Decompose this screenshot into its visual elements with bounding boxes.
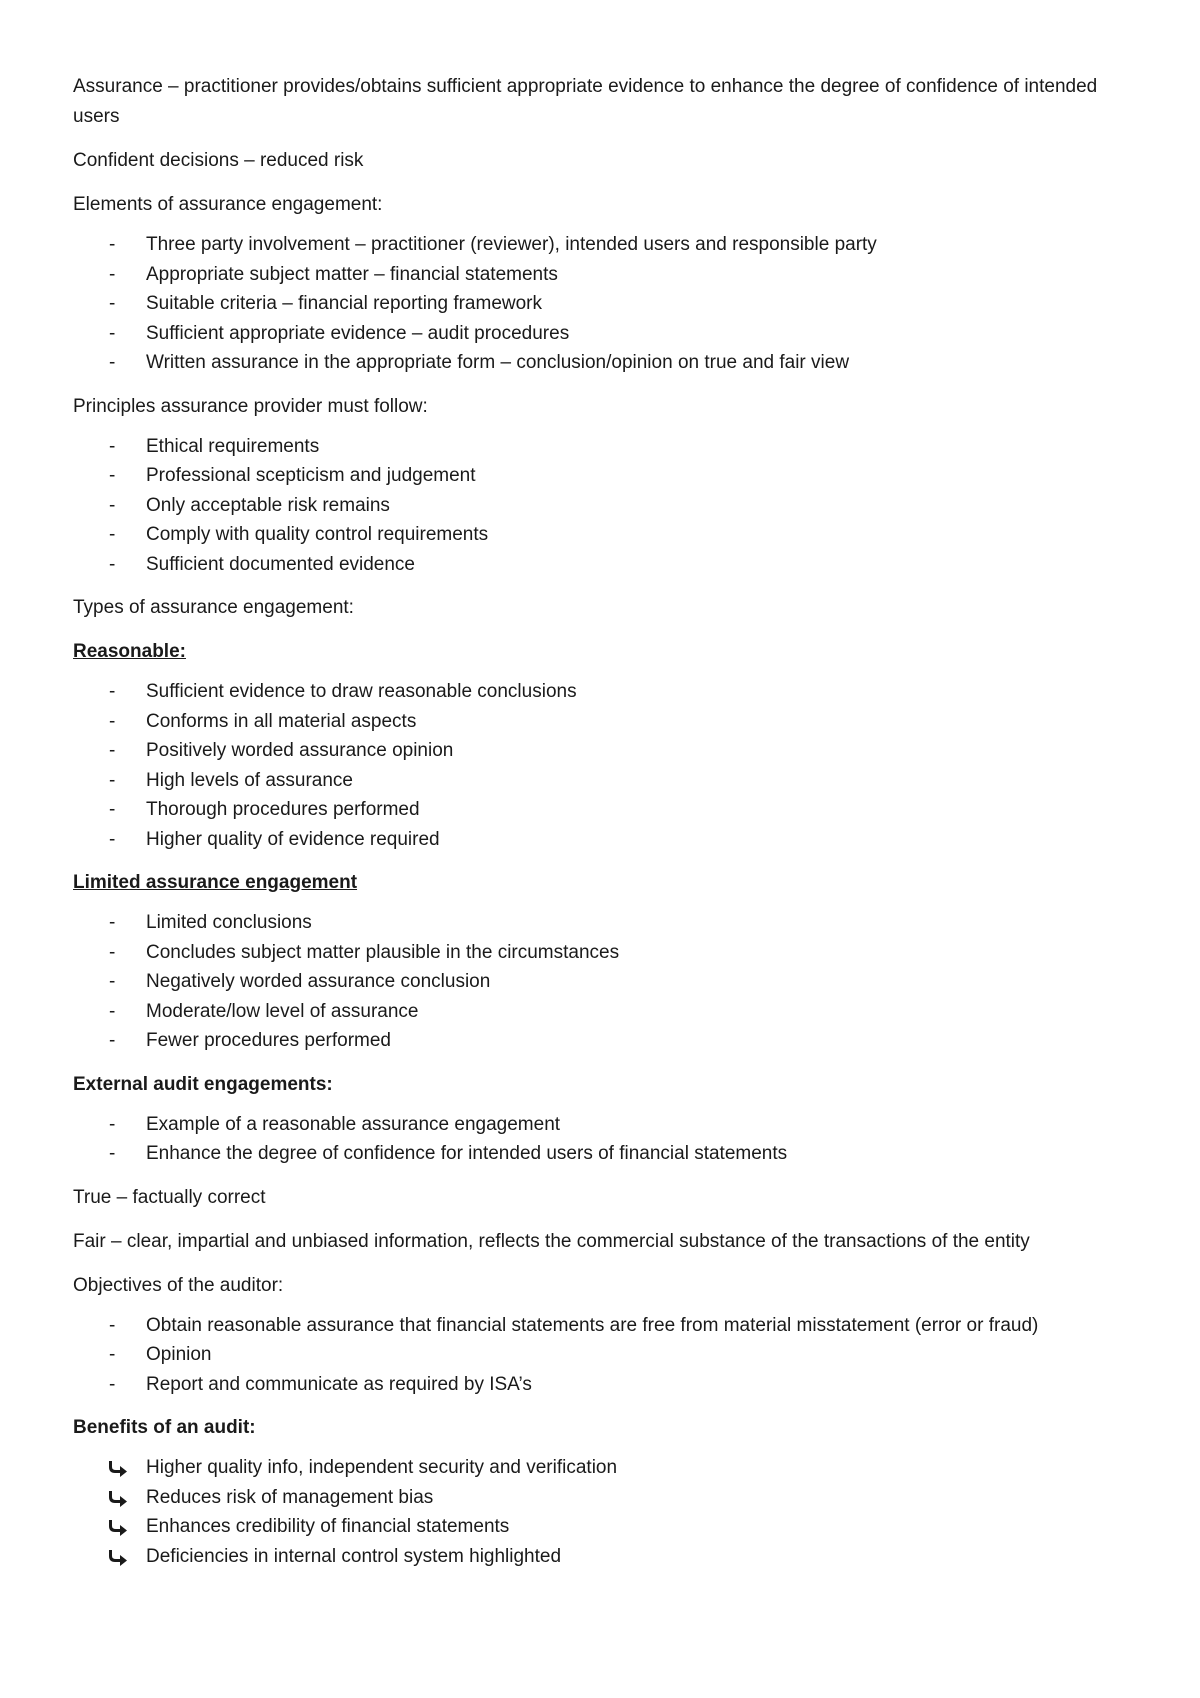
list-item bbox=[73, 1512, 1133, 1542]
principles-list bbox=[73, 432, 1133, 580]
dash-bullet: - bbox=[109, 912, 116, 933]
dash-bullet: - bbox=[109, 524, 116, 545]
principles-heading: Principles assurance provider must follow: bbox=[73, 395, 428, 417]
list-item-text: Conforms in all material aspects bbox=[146, 710, 417, 732]
list-item bbox=[73, 967, 1133, 997]
dash-bullet: - bbox=[109, 1344, 116, 1365]
list-item bbox=[73, 1139, 1133, 1169]
list-item-text: Reduces risk of management bias bbox=[146, 1486, 434, 1508]
list-item-text: Enhance the degree of confidence for intended users of financial statements bbox=[146, 1143, 788, 1164]
list-item-text: Professional scepticism and judgement bbox=[146, 465, 476, 486]
list-item-text: Limited conclusions bbox=[146, 912, 312, 933]
benefits-list bbox=[73, 1453, 1133, 1571]
objectives-heading: Objectives of the auditor: bbox=[73, 1274, 284, 1296]
confident-decisions: Confident decisions – reduced risk bbox=[73, 150, 364, 171]
dash-bullet: - bbox=[109, 769, 116, 791]
list-item bbox=[73, 677, 1133, 707]
list-item-text: Thorough procedures performed bbox=[146, 799, 420, 820]
list-item-text: Suitable criteria – financial reporting framework bbox=[146, 293, 543, 314]
list-item bbox=[73, 432, 1133, 462]
list-item bbox=[73, 908, 1133, 938]
dash-bullet: - bbox=[109, 1314, 116, 1336]
list-item bbox=[73, 491, 1133, 521]
list-item-text: Written assurance in the appropriate form – conclusion/opinion on true and fair view bbox=[146, 352, 850, 373]
list-item-text: Sufficient documented evidence bbox=[146, 553, 415, 575]
list-item bbox=[73, 520, 1133, 550]
list-item bbox=[73, 1370, 1133, 1400]
list-item-text: Comply with quality control requirements bbox=[146, 524, 489, 545]
list-item-text: Report and communicate as required by ISA’s bbox=[146, 1373, 532, 1395]
list-item-text: Opinion bbox=[146, 1344, 212, 1365]
objectives-list bbox=[73, 1311, 1133, 1400]
list-item-text: Obtain reasonable assurance that financial statements are free from material misstatement (error or fraud) bbox=[146, 1314, 1039, 1336]
list-item bbox=[73, 461, 1133, 491]
dash-bullet: - bbox=[109, 494, 116, 516]
list-item bbox=[73, 1483, 1133, 1513]
curved-arrow-icon bbox=[109, 1459, 129, 1477]
limited-heading: Limited assurance engagement bbox=[73, 872, 358, 893]
dash-bullet: - bbox=[109, 293, 116, 314]
list-item-text: Sufficient evidence to draw reasonable conclusions bbox=[146, 681, 577, 702]
dash-bullet: - bbox=[109, 1030, 116, 1051]
list-item-text: Higher quality of evidence required bbox=[146, 828, 440, 850]
document-page bbox=[73, 72, 1133, 1571]
list-item-text: Deficiencies in internal control system highlighted bbox=[146, 1545, 562, 1567]
list-item bbox=[73, 260, 1133, 290]
list-item bbox=[73, 825, 1133, 855]
list-item bbox=[73, 1026, 1133, 1056]
dash-bullet: - bbox=[109, 1373, 116, 1395]
assurance-definition: Assurance – practitioner provides/obtains sufficient appropriate evidence to enhance the degree of confidence of intended users bbox=[73, 76, 1098, 127]
list-item-text: Three party involvement – practitioner (reviewer), intended users and responsible party bbox=[146, 234, 877, 255]
curved-arrow-icon bbox=[109, 1489, 129, 1507]
list-item bbox=[73, 1453, 1133, 1483]
list-item-text: Only acceptable risk remains bbox=[146, 494, 390, 516]
list-item bbox=[73, 1311, 1133, 1341]
curved-arrow-icon bbox=[109, 1518, 129, 1536]
external-list bbox=[73, 1110, 1133, 1169]
external-heading: External audit engagements: bbox=[73, 1073, 333, 1095]
list-item-text: Concludes subject matter plausible in the circumstances bbox=[146, 941, 620, 963]
dash-bullet: - bbox=[109, 681, 116, 702]
list-item-text: Higher quality info, independent security and verification bbox=[146, 1457, 618, 1478]
list-item bbox=[73, 289, 1133, 319]
list-item bbox=[73, 1542, 1133, 1572]
list-item bbox=[73, 1340, 1133, 1370]
list-item bbox=[73, 938, 1133, 968]
dash-bullet: - bbox=[109, 828, 116, 850]
true-definition: True – factually correct bbox=[73, 1186, 266, 1208]
list-item bbox=[73, 707, 1133, 737]
list-item bbox=[73, 736, 1133, 766]
limited-list bbox=[73, 908, 1133, 1056]
list-item bbox=[73, 230, 1133, 260]
dash-bullet: - bbox=[109, 234, 116, 255]
list-item bbox=[73, 766, 1133, 796]
dash-bullet: - bbox=[109, 1143, 116, 1164]
list-item bbox=[73, 348, 1133, 378]
benefits-heading: Benefits of an audit: bbox=[73, 1417, 256, 1438]
elements-heading: Elements of assurance engagement: bbox=[73, 194, 383, 215]
dash-bullet: - bbox=[109, 941, 116, 963]
list-item-text: Ethical requirements bbox=[146, 435, 320, 457]
list-item bbox=[73, 1110, 1133, 1140]
list-item-text: Enhances credibility of financial statements bbox=[146, 1516, 510, 1537]
list-item-text: Example of a reasonable assurance engagement bbox=[146, 1113, 561, 1135]
reasonable-list bbox=[73, 677, 1133, 854]
list-item-text: Sufficient appropriate evidence – audit procedures bbox=[146, 322, 570, 344]
dash-bullet: - bbox=[109, 1113, 116, 1135]
list-item bbox=[73, 997, 1133, 1027]
fair-definition: Fair – clear, impartial and unbiased information, reflects the commercial substance of the transactions of the entity bbox=[73, 1230, 1030, 1252]
list-item-text: Positively worded assurance opinion bbox=[146, 740, 454, 761]
types-heading: Types of assurance engagement: bbox=[73, 597, 354, 618]
dash-bullet: - bbox=[109, 435, 116, 457]
list-item-text: Fewer procedures performed bbox=[146, 1030, 391, 1051]
dash-bullet: - bbox=[109, 799, 116, 820]
list-item-text: High levels of assurance bbox=[146, 769, 353, 791]
list-item-text: Moderate/low level of assurance bbox=[146, 1000, 419, 1022]
curved-arrow-icon bbox=[109, 1548, 129, 1566]
dash-bullet: - bbox=[109, 465, 116, 486]
list-item-text: Negatively worded assurance conclusion bbox=[146, 971, 491, 992]
elements-list bbox=[73, 230, 1133, 378]
reasonable-heading: Reasonable: bbox=[73, 641, 186, 662]
dash-bullet: - bbox=[109, 1000, 116, 1022]
dash-bullet: - bbox=[109, 553, 116, 575]
dash-bullet: - bbox=[109, 263, 116, 285]
dash-bullet: - bbox=[109, 740, 116, 761]
dash-bullet: - bbox=[109, 322, 116, 344]
dash-bullet: - bbox=[109, 971, 116, 992]
list-item bbox=[73, 319, 1133, 349]
dash-bullet: - bbox=[109, 710, 116, 732]
dash-bullet: - bbox=[109, 352, 116, 373]
list-item bbox=[73, 795, 1133, 825]
list-item-text: Appropriate subject matter – financial statements bbox=[146, 263, 558, 285]
list-item bbox=[73, 550, 1133, 580]
